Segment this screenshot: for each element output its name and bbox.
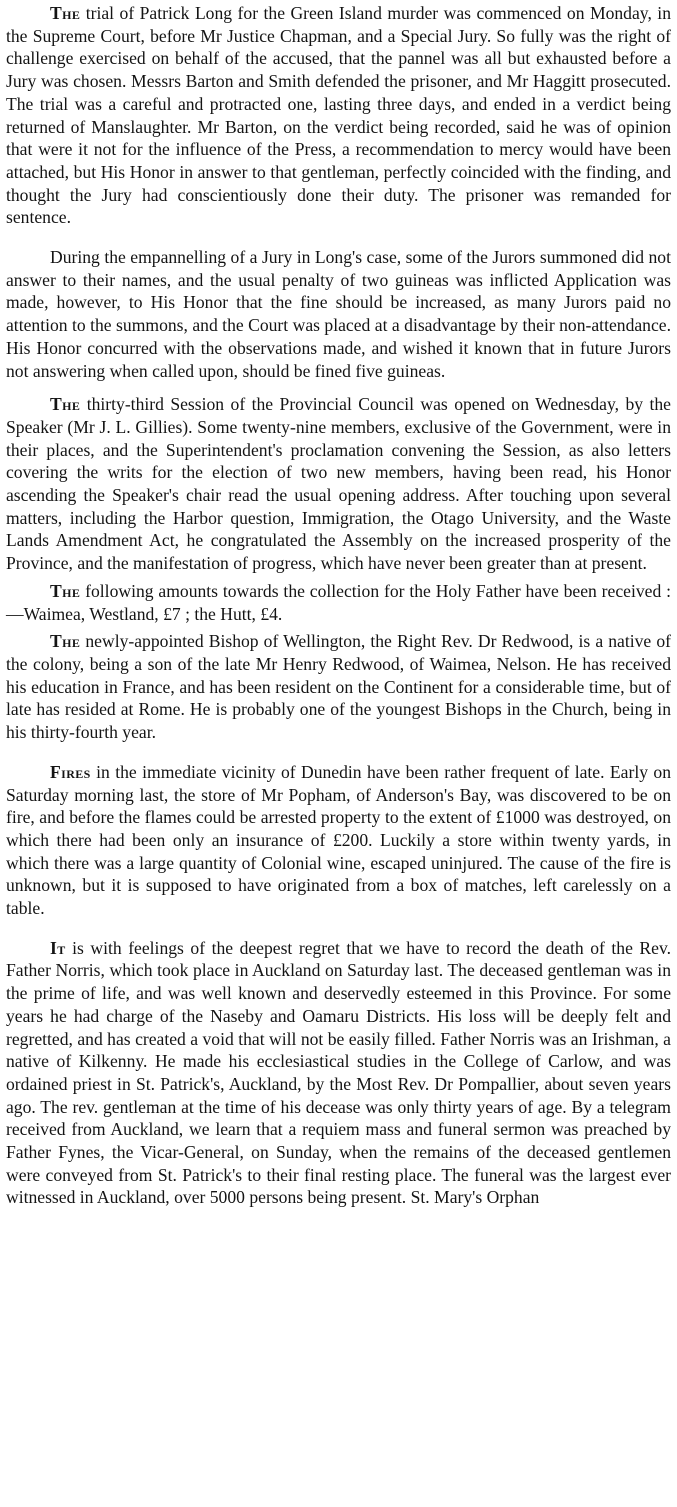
article-obituary — [6, 937, 671, 1209]
article-body: During the empannelling of a Jury in Long's case, some of the Jurors summoned did not answer to their names, and the usual penalty of two guineas was inflicted Application was made, however, to His Honor that the fine should be increased, as many Jurors paid no attention to the summons, and the Court was placed at a disadvantage by their non-attendance. His Honor concurred with the observations made, and wished it known that in future Jurors not answering when called upon, should be fined five guineas. — [6, 247, 671, 381]
article-lead: Fires — [50, 761, 91, 782]
article-body: in the immediate vicinity of Dunedin have been rather frequent of late. Early on Saturday morning last, the store of Mr Popham, of Anderson's Bay, was discovered to be on fire, and before the flames could be arrested property to the extent of £1000 was destroyed, on which there had been only an insurance of £200. Luckily a store within twenty yards, in which there was a large quantity of Colonial wine, escaped uninjured. The cause of the fire is unknown, but it is supposed to have originated from a box of matches, left carelessly on a table. — [6, 761, 671, 919]
article-jury — [6, 246, 671, 382]
article-body: following amounts towards the collection for the Holy Father have been received :—Waimea, Westland, £7 ; the Hutt, £4. — [6, 580, 671, 624]
article-council — [6, 393, 671, 575]
article-lead: The — [50, 394, 81, 415]
article-lead: The — [50, 631, 81, 652]
article-bishop — [6, 630, 671, 744]
article-lead: It — [50, 937, 66, 958]
article-collection — [6, 580, 671, 625]
article-lead: The — [50, 3, 81, 23]
article-body: trial of Patrick Long for the Green Island murder was commenced on Monday, in the Supreme Court, before Mr Justice Chapman, and a Special Jury. So fully was the right of challenge exercised on behalf of the accused, that the pannel was all but exhausted before a Jury was chosen. Messrs Barton and Smith defended the prisoner, and Mr Haggitt prosecuted. The trial was a careful and protracted one, lasting three days, and ended in a verdict being returned of Manslaughter. Mr Barton, on the verdict being recorded, said he was of opinion that were it not for the influence of the Press, a recommendation to mercy would have been attached, but His Honor in answer to that gentleman, perfectly coincided with the finding, and thought the Jury had conscientiously done their duty. The prisoner was remanded for sentence. — [6, 3, 671, 228]
article-trial — [6, 2, 671, 229]
article-body: thirty-third Session of the Provincial Council was opened on Wednesday, by the Speaker (Mr J. L. Gillies). Some twenty-nine members, exclusive of the Government, were in their places, and the Superintendent's proclamation convening the Session, as also letters covering the writs for the election of two new members, having been read, his Honor ascending the Speaker's chair read the usual opening address. After touching upon several matters, including the Harbor question, Immigration, the Otago University, and the Waste Lands Amendment Act, he congratulated the Assembly on the increased prosperity of the Province, and the manifestation of progress, which have never been greater than at present. — [6, 394, 671, 574]
article-body: newly-appointed Bishop of Wellington, the Right Rev. Dr Redwood, is a native of the colony, being a son of the late Mr Henry Redwood, of Waimea, Nelson. He has received his education in France, and has been resident on the Continent for a considerable time, but of late has resided at Rome. He is probably one of the youngest Bishops in the Church, being in his thirty-fourth year. — [6, 631, 671, 743]
article-body: is with feelings of the deepest regret that we have to record the death of the Rev. Father Norris, which took place in Auckland on Saturday last. The deceased gentleman was in the prime of life, and was well known and deservedly esteemed in this Province. For some years he had charge of the Naseby and Oamaru Districts. His loss will be deeply felt and regretted, and has created a void that will not be easily filled. Father Norris was an Irishman, a native of Kilkenny. He made his ecclesiastical studies in the College of Carlow, and was ordained priest in St. Patrick's, Auckland, by the Most Rev. Dr Pompallier, about seven years ago. The rev. gentleman at the time of his decease was only thirty years of age. By a telegram received from Auckland, we learn that a requiem mass and funeral sermon was preached by Father Fynes, the Vicar-General, on Sunday, when the remains of the deceased gentlemen were conveyed from St. Patrick's to their final resting place. The funeral was the largest ever witnessed in Auckland, over 5000 persons being present. St. Mary's Orphan — [6, 937, 671, 1208]
article-fires — [6, 761, 671, 920]
article-lead: The — [50, 580, 81, 601]
